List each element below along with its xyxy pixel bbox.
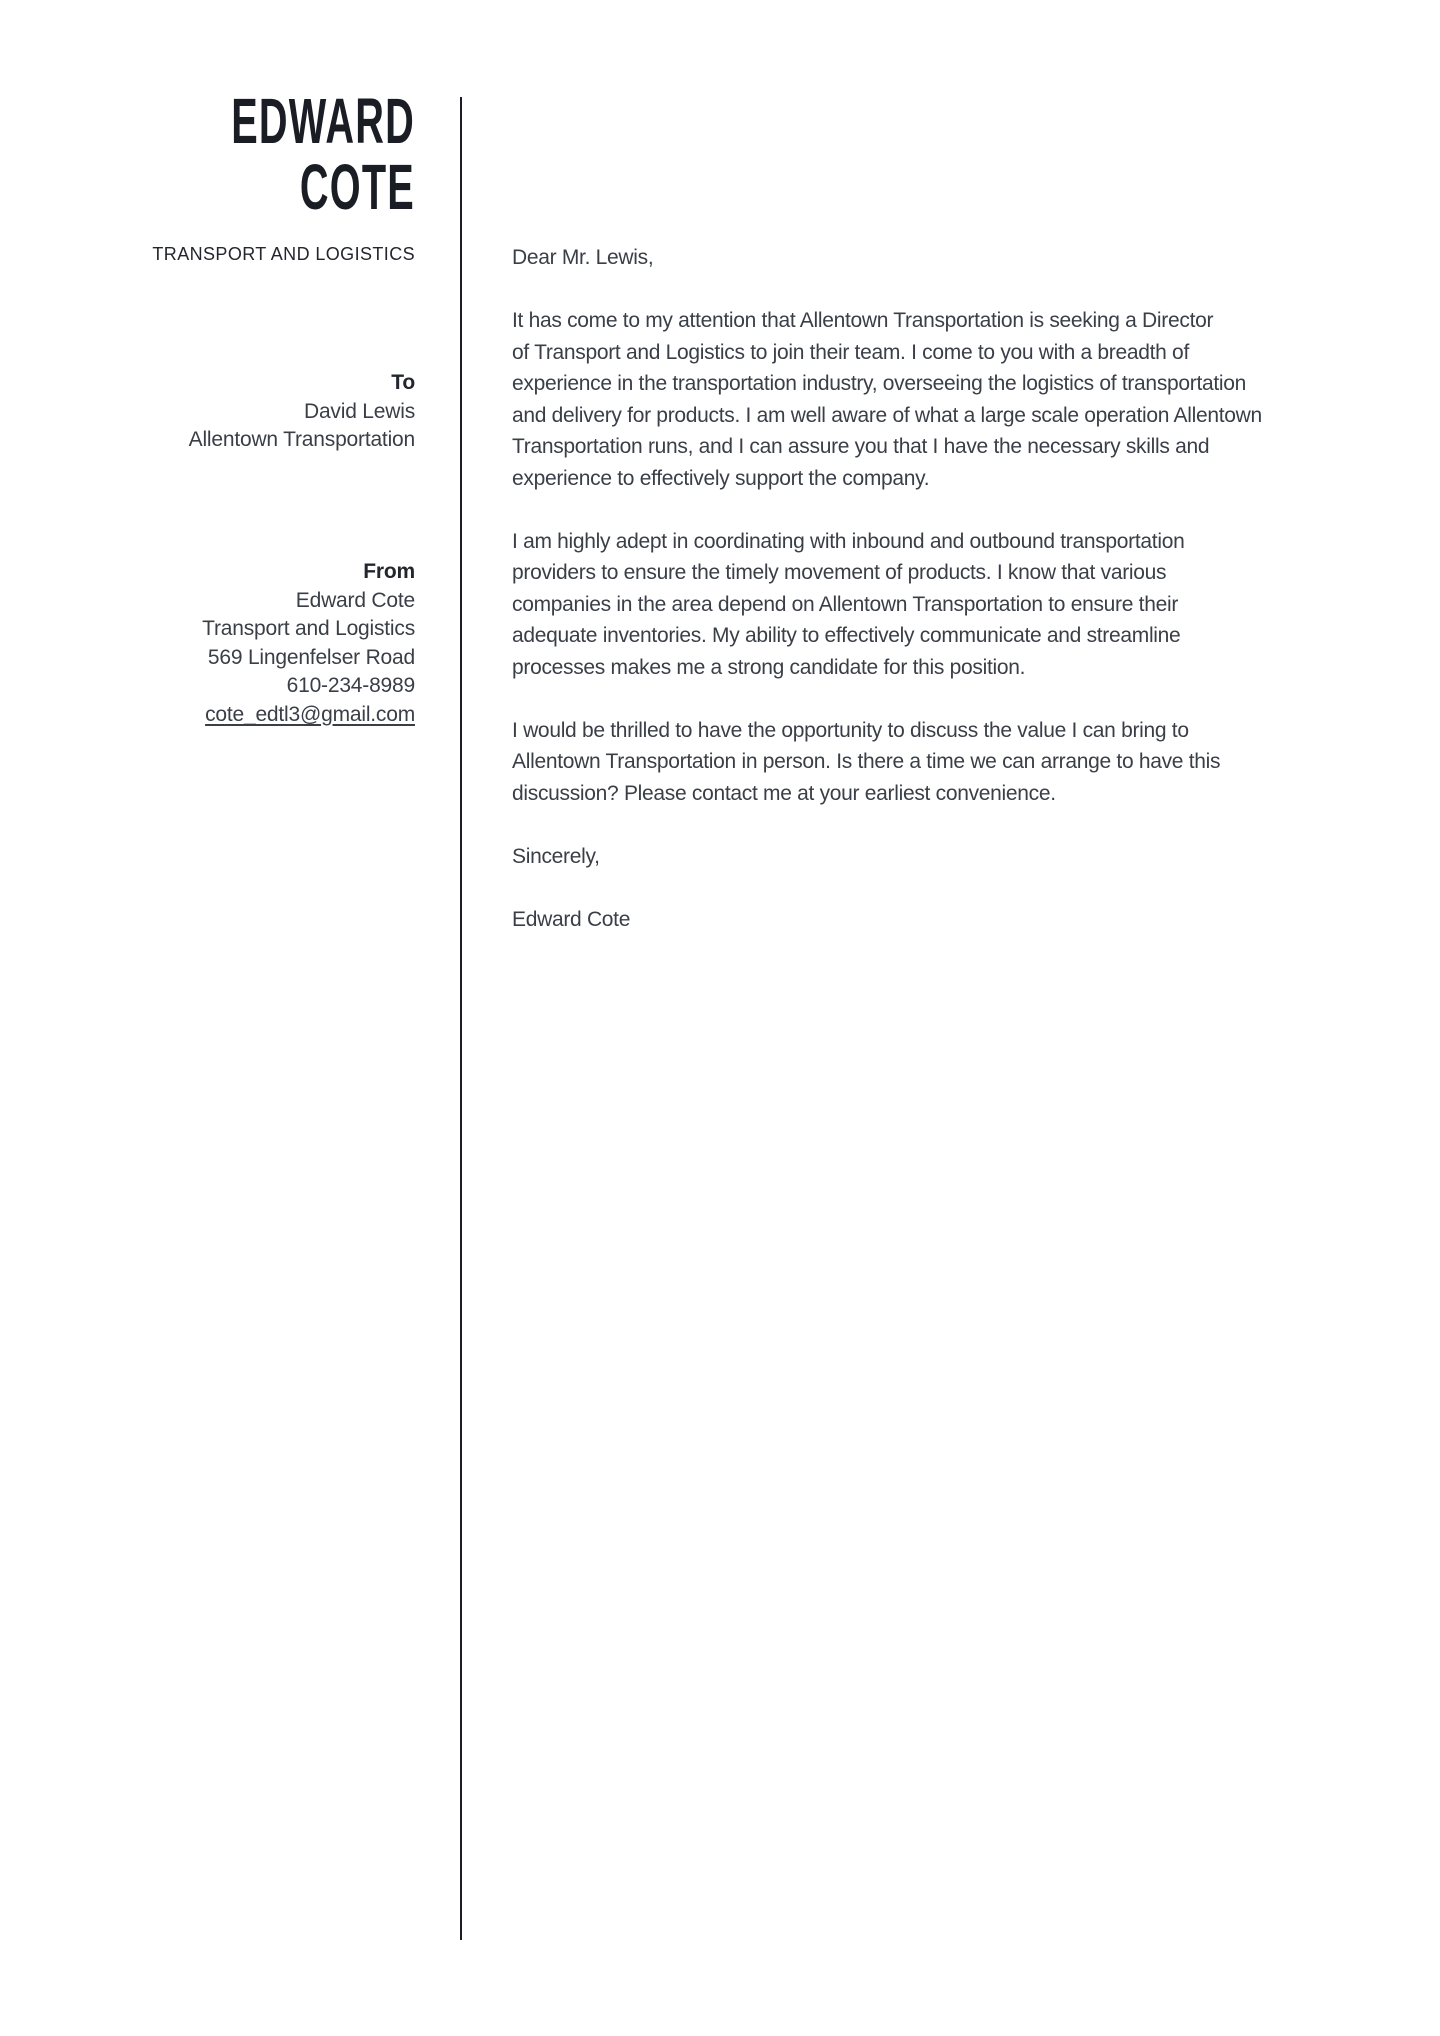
sender-name: Edward Cote <box>295 588 415 612</box>
sender-phone: 610-234-8989 <box>286 674 415 697</box>
page-title <box>100 85 415 223</box>
sender-email-link[interactable]: cote_edtl3@gmail.com <box>205 702 415 726</box>
name-first: EDWARD <box>231 85 415 157</box>
closing: Sincerely, <box>512 844 600 868</box>
sender-label: From <box>363 560 415 583</box>
recipient-name: David Lewis <box>303 399 415 423</box>
salutation: Dear Mr. Lewis, <box>512 246 654 269</box>
letter-paragraph: I would be thrilled to have the opportunity to discuss the value I can bring to Allentown Transportation in person. Is there a time we can arrange to have this discussion? Please contact me at your earliest convenience. <box>512 718 1221 805</box>
sender-title: Transport and Logistics <box>202 617 415 640</box>
signature: Edward Cote <box>512 907 631 931</box>
profession-subtitle: TRANSPORT AND LOGISTICS <box>152 244 415 264</box>
letter-paragraph: It has come to my attention that Allentown Transportation is seeking a Director of Transport and Logistics to join their team. I come to you with a breadth of experience in the transportation industry, overseeing the logistics of transportation and delivery for products. I am well aware of what a large scale operation Allentown Transportation runs, and I can assure you that I have the necessary skills and experience to effectively support the company. <box>512 309 1262 490</box>
recipient-block <box>100 369 415 455</box>
sender-address: 569 Lingenfelser Road <box>207 645 415 669</box>
recipient-label: To <box>391 371 415 394</box>
letter-body <box>512 242 1382 967</box>
vertical-divider <box>460 97 462 1940</box>
letter-paragraph: I am highly adept in coordinating with inbound and outbound transportation providers to ensure the timely movement of products. I know that various companies in the area depend on Allentown Transportation to ensure their adequate inventories. My ability to effectively communicate and streamline processes makes me a strong candidate for this position. <box>512 529 1185 679</box>
name-last: COTE <box>299 151 415 223</box>
recipient-company: Allentown Transportation <box>188 428 415 451</box>
sender-block <box>100 558 415 729</box>
